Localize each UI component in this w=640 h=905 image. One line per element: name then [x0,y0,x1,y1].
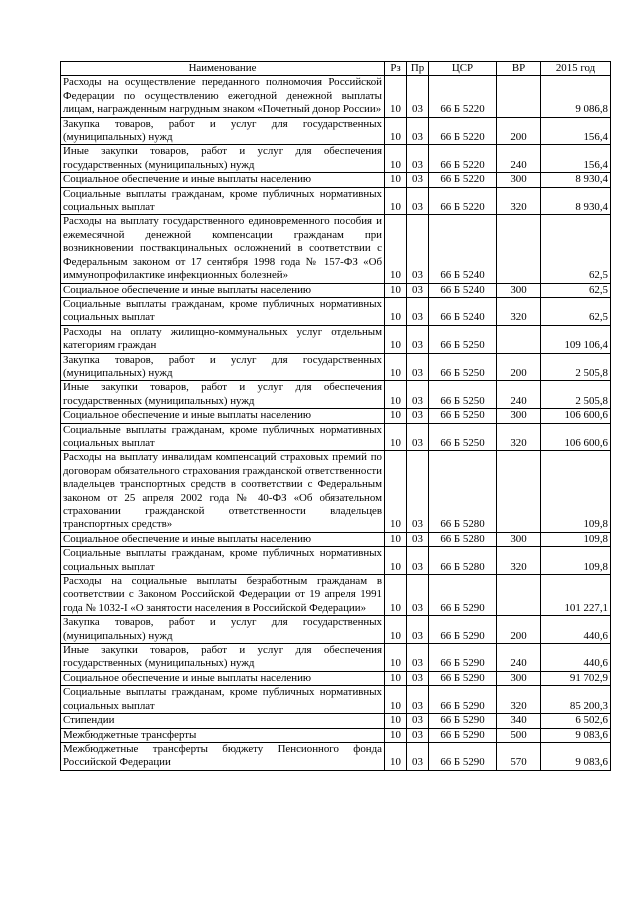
row-pr: 03 [407,616,429,644]
row-amount: 8 930,4 [541,173,611,187]
row-name: Социальное обеспечение и иные выплаты населению [61,173,385,187]
row-rz: 10 [385,644,407,672]
row-pr: 03 [407,532,429,546]
row-pr: 03 [407,145,429,173]
row-amount: 9 083,6 [541,728,611,742]
row-csr: 66 Б 5240 [429,283,497,297]
row-csr: 66 Б 5250 [429,409,497,423]
row-rz: 10 [385,76,407,117]
row-rz: 10 [385,381,407,409]
row-csr: 66 Б 5280 [429,451,497,532]
table-row [61,297,611,325]
row-csr: 66 Б 5250 [429,353,497,381]
row-pr: 03 [407,644,429,672]
row-amount: 2 505,8 [541,353,611,381]
header-year: 2015 год [541,62,611,76]
row-csr: 66 Б 5250 [429,381,497,409]
row-vr: 340 [497,714,541,728]
row-amount: 106 600,6 [541,409,611,423]
table-row [61,117,611,145]
row-csr: 66 Б 5280 [429,547,497,575]
row-csr: 66 Б 5290 [429,671,497,685]
row-rz: 10 [385,117,407,145]
row-rz: 10 [385,451,407,532]
row-vr: 320 [497,187,541,215]
row-name: Закупка товаров, работ и услуг для государственных (муниципальных) нужд [61,353,385,381]
table-row [61,325,611,353]
row-csr: 66 Б 5290 [429,616,497,644]
row-pr: 03 [407,76,429,117]
row-pr: 03 [407,714,429,728]
table-row [61,173,611,187]
row-rz: 10 [385,532,407,546]
row-rz: 10 [385,575,407,616]
row-vr: 200 [497,353,541,381]
row-vr [497,451,541,532]
table-row [61,215,611,283]
table-row [61,76,611,117]
row-name: Иные закупки товаров, работ и услуг для обеспечения государственных (муниципальных) нужд [61,381,385,409]
row-vr [497,325,541,353]
row-name: Социальные выплаты гражданам, кроме публичных нормативных социальных выплат [61,423,385,451]
table-row [61,532,611,546]
row-amount: 156,4 [541,145,611,173]
row-amount: 109,8 [541,532,611,546]
row-rz: 10 [385,145,407,173]
row-name: Социальное обеспечение и иные выплаты населению [61,532,385,546]
row-vr: 300 [497,173,541,187]
row-csr: 66 Б 5290 [429,686,497,714]
row-pr: 03 [407,325,429,353]
row-name: Расходы на оплату жилищно-коммунальных услуг отдельным категориям граждан [61,325,385,353]
row-pr: 03 [407,728,429,742]
row-amount: 2 505,8 [541,381,611,409]
row-amount: 109 106,4 [541,325,611,353]
row-name: Иные закупки товаров, работ и услуг для обеспечения государственных (муниципальных) нужд [61,145,385,173]
row-rz: 10 [385,187,407,215]
row-pr: 03 [407,381,429,409]
row-vr: 320 [497,423,541,451]
row-rz: 10 [385,325,407,353]
row-name: Расходы на выплату инвалидам компенсаций страховых премий по договорам обязательного страхования гражданской ответственности владельцев транспортных средств в соответствии с Федеральным законом от 25 апреля 2002 года № 40-ФЗ «Об обязательном страховании гражданской ответственности владельцев транспортных средств» [61,451,385,532]
row-csr: 66 Б 5220 [429,117,497,145]
header-vr: ВР [497,62,541,76]
row-name: Расходы на социальные выплаты безработным гражданам в соответствии с Законом Российской Федерации от 19 апреля 1991 года № 1032-I «О занятости населения в Российской Федерации» [61,575,385,616]
table-row [61,145,611,173]
row-amount: 156,4 [541,117,611,145]
row-amount: 62,5 [541,297,611,325]
row-vr: 500 [497,728,541,742]
row-csr: 66 Б 5290 [429,644,497,672]
row-pr: 03 [407,215,429,283]
table-row [61,187,611,215]
row-pr: 03 [407,117,429,145]
row-vr: 240 [497,644,541,672]
row-csr: 66 Б 5220 [429,173,497,187]
row-rz: 10 [385,215,407,283]
row-name: Стипендии [61,714,385,728]
table-row [61,353,611,381]
row-amount: 62,5 [541,283,611,297]
row-rz: 10 [385,353,407,381]
row-vr: 320 [497,547,541,575]
row-name: Иные закупки товаров, работ и услуг для обеспечения государственных (муниципальных) нужд [61,644,385,672]
row-amount: 8 930,4 [541,187,611,215]
budget-table [60,61,611,771]
row-rz: 10 [385,616,407,644]
row-amount: 9 086,8 [541,76,611,117]
table-row [61,451,611,532]
row-csr: 66 Б 5220 [429,76,497,117]
row-pr: 03 [407,173,429,187]
row-pr: 03 [407,742,429,770]
row-name: Социальные выплаты гражданам, кроме публичных нормативных социальных выплат [61,297,385,325]
row-rz: 10 [385,547,407,575]
row-csr: 66 Б 5290 [429,575,497,616]
row-name: Расходы на выплату государственного единовременного пособия и ежемесячной денежной компенсации гражданам при возникновении поствакцинальных осложнений в соответствии с Федеральным законом от 17 сентября 1998 года № 157-ФЗ «Об иммунопрофилактике инфекционных болезней» [61,215,385,283]
table-row [61,644,611,672]
row-pr: 03 [407,283,429,297]
row-amount: 109,8 [541,451,611,532]
row-pr: 03 [407,409,429,423]
row-name: Социальные выплаты гражданам, кроме публичных нормативных социальных выплат [61,547,385,575]
table-row [61,714,611,728]
row-name: Расходы на осуществление переданного полномочия Российской Федерации по осуществлению ежегодной денежной выплаты лицам, награжденным нагрудным знаком «Почетный донор России» [61,76,385,117]
row-pr: 03 [407,187,429,215]
row-rz: 10 [385,423,407,451]
row-amount: 440,6 [541,616,611,644]
row-pr: 03 [407,353,429,381]
row-vr: 320 [497,297,541,325]
table-row [61,283,611,297]
row-csr: 66 Б 5220 [429,145,497,173]
table-row [61,742,611,770]
table-row [61,728,611,742]
table-row [61,547,611,575]
row-rz: 10 [385,671,407,685]
row-name: Закупка товаров, работ и услуг для государственных (муниципальных) нужд [61,616,385,644]
table-row [61,686,611,714]
row-amount: 91 702,9 [541,671,611,685]
row-amount: 109,8 [541,547,611,575]
row-vr: 200 [497,117,541,145]
header-pr: Пр [407,62,429,76]
row-name: Межбюджетные трансферты бюджету Пенсионного фонда Российской Федерации [61,742,385,770]
row-csr: 66 Б 5290 [429,728,497,742]
row-amount: 106 600,6 [541,423,611,451]
row-amount: 440,6 [541,644,611,672]
header-rz: Рз [385,62,407,76]
row-csr: 66 Б 5280 [429,532,497,546]
row-rz: 10 [385,173,407,187]
row-vr: 240 [497,145,541,173]
row-amount: 62,5 [541,215,611,283]
header-csr: ЦСР [429,62,497,76]
row-name: Социальное обеспечение и иные выплаты населению [61,671,385,685]
row-vr: 200 [497,616,541,644]
row-vr: 300 [497,409,541,423]
row-amount: 101 227,1 [541,575,611,616]
row-csr: 66 Б 5250 [429,325,497,353]
row-rz: 10 [385,728,407,742]
table-row [61,381,611,409]
row-pr: 03 [407,575,429,616]
table-row [61,616,611,644]
row-rz: 10 [385,686,407,714]
table-row [61,575,611,616]
row-csr: 66 Б 5240 [429,215,497,283]
row-rz: 10 [385,297,407,325]
row-vr: 300 [497,532,541,546]
row-rz: 10 [385,742,407,770]
row-name: Социальные выплаты гражданам, кроме публичных нормативных социальных выплат [61,686,385,714]
row-pr: 03 [407,671,429,685]
row-vr [497,76,541,117]
header-name: Наименование [61,62,385,76]
row-csr: 66 Б 5220 [429,187,497,215]
row-name: Социальное обеспечение и иные выплаты населению [61,409,385,423]
row-csr: 66 Б 5240 [429,297,497,325]
row-vr: 320 [497,686,541,714]
row-csr: 66 Б 5290 [429,714,497,728]
row-amount: 9 083,6 [541,742,611,770]
row-rz: 10 [385,409,407,423]
table-row [61,409,611,423]
table-header-row [61,62,611,76]
row-pr: 03 [407,423,429,451]
row-amount: 6 502,6 [541,714,611,728]
row-vr: 570 [497,742,541,770]
row-vr: 300 [497,283,541,297]
row-vr [497,575,541,616]
row-name: Закупка товаров, работ и услуг для государственных (муниципальных) нужд [61,117,385,145]
row-csr: 66 Б 5250 [429,423,497,451]
row-amount: 85 200,3 [541,686,611,714]
row-csr: 66 Б 5290 [429,742,497,770]
row-rz: 10 [385,283,407,297]
row-rz: 10 [385,714,407,728]
row-pr: 03 [407,547,429,575]
row-vr: 300 [497,671,541,685]
row-name: Социальное обеспечение и иные выплаты населению [61,283,385,297]
row-vr: 240 [497,381,541,409]
row-name: Межбюджетные трансферты [61,728,385,742]
row-pr: 03 [407,686,429,714]
table-row [61,671,611,685]
row-pr: 03 [407,297,429,325]
table-row [61,423,611,451]
row-name: Социальные выплаты гражданам, кроме публичных нормативных социальных выплат [61,187,385,215]
row-vr [497,215,541,283]
row-pr: 03 [407,451,429,532]
